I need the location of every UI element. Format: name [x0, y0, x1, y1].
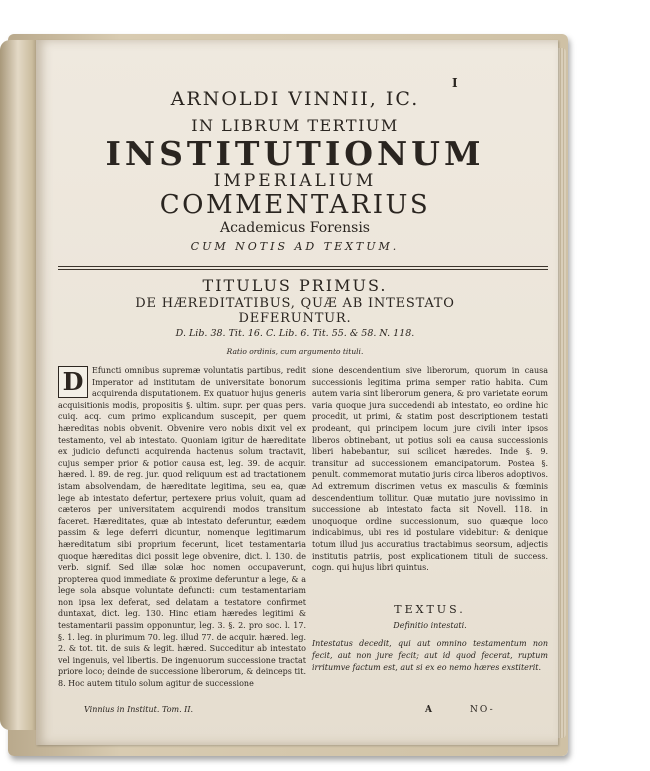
title-line-2: DE HÆREDITATIBUS, QUÆ AB INTESTATO [135, 296, 455, 311]
ratio-subheading: Ratio ordinis, cum argumento tituli. [226, 347, 364, 356]
left-column-text: Efuncti omnibus supremæ voluntatis partibus, redit Imperator ad institutam de universitate bonorum acquirenda disputationem. Ex quatuor hujus generis acquisitionis modis, propositis §. ultim. supr. per quas pers. cuiq. acq. cum primo explicandum suscepit, per quem hæreditas nobis obvenit. Obvenire vero nobis dixit vel ex testamento, vel ab intestato. Quoniam igitur de hæreditate ex judicio defuncti acquirenda hactenus solum tractavit, cujus semper prior & potior causa est, leg. 39. de acquir. hæred. l. 89. de reg. jur. quod reliquum est ad tractationem istam absolvendam, de hæreditate legitima, seu ea, quæ lege ab intestato defertur, pertexere prius voluit, quam ad cæteros per universitatem acquirendi modos transitum faceret. Hæreditates, quæ ab intestato deferuntur, eædem passim & lege deferri dicuntur, nomenque legitimarum hæreditatum sibi proprium fecerunt, licet testamentaria quoque hæreditas dici possit lege obvenire, dict. l. 130. de verb. signif. Sed illæ solæ hoc nomen occupaverunt, propterea quod immediate & proxime deferuntur a lege, & a lege sola absque voluntate defuncti: cum testamentariam non ipsa lex deferat, sed delatam a testatore confirmet duntaxat, dict. leg. 130. Hinc etiam hæredes legitimi & testamentarii passim opponuntur, leg. 3. §. 2. pro soc. l. 17. §. 1. leg. in plurimum 70. leg. illud 77. de acquir. hæred. leg. 2. & tot. tit. de suis & legit. hæred. Succeditur ab intestato vel ingenuis, vel libertis. De ingenuorum successione tractat priore loco; deinde de successione liberorum, & deinceps tit. 8. Hoc autem titulo solum agitur de successione [58, 366, 306, 689]
heading-line-7: CUM NOTIS AD TEXTUM. [190, 240, 400, 253]
heading-line-6: Academicus Forensis [219, 220, 370, 236]
heading-line-5: COMMENTARIUS [159, 190, 431, 220]
right-column-text: sione descendentium sive liberorum, quorum in causa successionis legitima prima semper ratio habita. Cum autem varia sint liberorum genera, & pro varietate eorum varia quoque jura succedendi ab intestato, eo ordine hic procedit, ut primi, & statim post descriptionem testati prodeant, qui principem locum jure civili inter ipsos liberos obtinebant, ut potius soli ea causa successionis liberi habebantur, sui scilicet hæredes. Inde §. 9. transitur ad successionem emancipatorum. Postea §. penult. commemorat mutatio juris circa liberos adoptivos. Ad extremum discrimen vetus ex masculis & fœminis descendentium tollitur. Quæ mutatio jure novissimo in successione ab intestato facta sit Novell. 118. in unoquoque ordine successionum, suo quæque loco indicabimus, ubi res id postulare videbitur: & denique totum illud jus accuratius tractabimus seorsum, adjectis institutis patriis, post explicationem tituli de success. cogn. qui hujus libri quintus. [312, 366, 548, 573]
textus-heading: TEXTUS. [394, 603, 466, 616]
signature-mark: A [425, 705, 434, 715]
definitio-subheading: Definitio intestati. [393, 621, 467, 630]
divider-rule [58, 266, 548, 267]
catchword: NO- [469, 705, 495, 715]
catchword-line [425, 705, 495, 715]
heading-line-4: IMPERIALIUM [213, 171, 377, 191]
footer-note: Vinnius in Institut. Tom. II. [84, 705, 194, 714]
author-heading: ARNOLDI VINNII, IC. [170, 88, 420, 110]
left-column [58, 365, 306, 690]
heading-line-2: IN LIBRUM TERTIUM [191, 116, 399, 135]
title-references: D. Lib. 38. Tit. 16. C. Lib. 6. Tit. 55. & 58. N. 118. [175, 328, 415, 339]
lex-text: Intestatus decedit, qui aut omnino testamentum non fecit, aut non jure fecit; aut id quod fecerat, ruptum irritumve factum est, aut si ex eo nemo hæres exstiterit. [312, 639, 548, 672]
right-column [312, 365, 548, 574]
title-line-1: TITULUS PRIMUS. [202, 276, 388, 295]
divider-rule-thin [58, 269, 548, 270]
title-line-3: DEFERUNTUR. [238, 311, 352, 326]
page-number: I [452, 76, 458, 90]
drop-cap: D [58, 366, 88, 398]
book-spine [0, 40, 40, 730]
heading-line-3: INSTITUTIONUM [105, 134, 485, 173]
